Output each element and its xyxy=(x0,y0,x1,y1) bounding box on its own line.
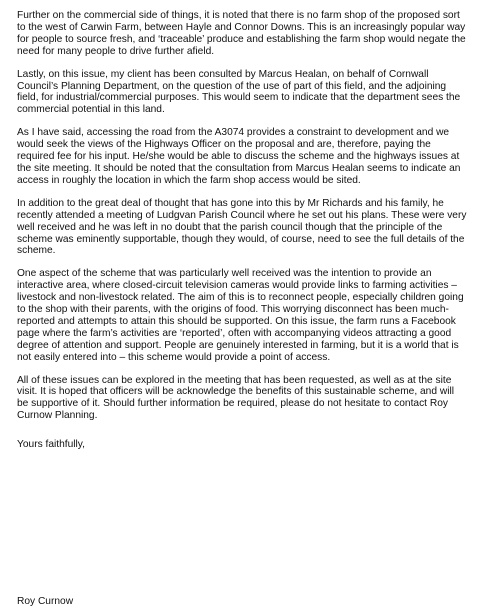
paragraph-highways-access: As I have said, accessing the road from the A3074 provides a constraint to development and we would seek the views of the Highways Officer on the proposal and are, therefore, paying the required fee for his input. He/she would be able to discuss the scheme and the highways issues at the site meeting. It should be noted that the consultation from Marcus Healan seems to indicate an access in roughly the location in which the farm shop access would be sited. xyxy=(17,127,461,186)
paragraph-interactive-area: One aspect of the scheme that was particularly well received was the intention to provide an interactive area, where closed-circuit television cameras would provide links to farming activities – livestock and non-livestock related. The aim of this is to reconnect people, especially children going to the shop with their parents, with the origins of food. This worrying disconnect has been much-reported and attempts to attain this should be supported. On this issue, the farm runs a Facebook page where the farm’s activities are ‘reported’, often with accompanying videos attracting a good degree of attention and support. People are genuinely interested in farming, but it is a world that is not easily entered into – this scheme would provide a point of access. xyxy=(17,268,464,363)
paragraph-closing-remarks: All of these issues can be explored in the meeting that has been requested, as well as at the site visit. It is hoped that officers will be acknowledge the benefits of this sustainable scheme, and will be supportive of it. Should further information be required, please do not hesitate to contact Roy Curnow Planning. xyxy=(17,374,454,422)
paragraph-council-consultation: Lastly, on this issue, my client has been consulted by Marcus Healan, on behalf of Cornwall Council’s Planning Department, on the question of the use of part of this field, and the adjoining field, for industrial/commercial purposes. This would seem to indicate that the department sees the commercial potential in this land. xyxy=(17,68,461,116)
paragraph-parish-council: In addition to the great deal of thought that has gone into this by Mr Richards and his family, he recently attended a meeting of Ludgvan Parish Council where he set out his plans. These were very well received and he was left in no doubt that the parish council though that the principle of the scheme was eminently supportable, though they would, of course, need to see the full details of the scheme. xyxy=(17,197,467,257)
paragraph-farm-shop: Further on the commercial side of things, it is noted that there is no farm shop of the proposed sort to the west of Carwin Farm, between Hayle and Connor Downs. This is an increasingly popular way for people to source fresh, and ‘traceable’ produce and establishing the farm shop would negate the need for many people to drive further afield. xyxy=(17,10,466,57)
signature-name: Roy Curnow xyxy=(17,596,74,607)
letter-page xyxy=(17,10,467,607)
closing-salutation: Yours faithfully, xyxy=(17,439,85,451)
